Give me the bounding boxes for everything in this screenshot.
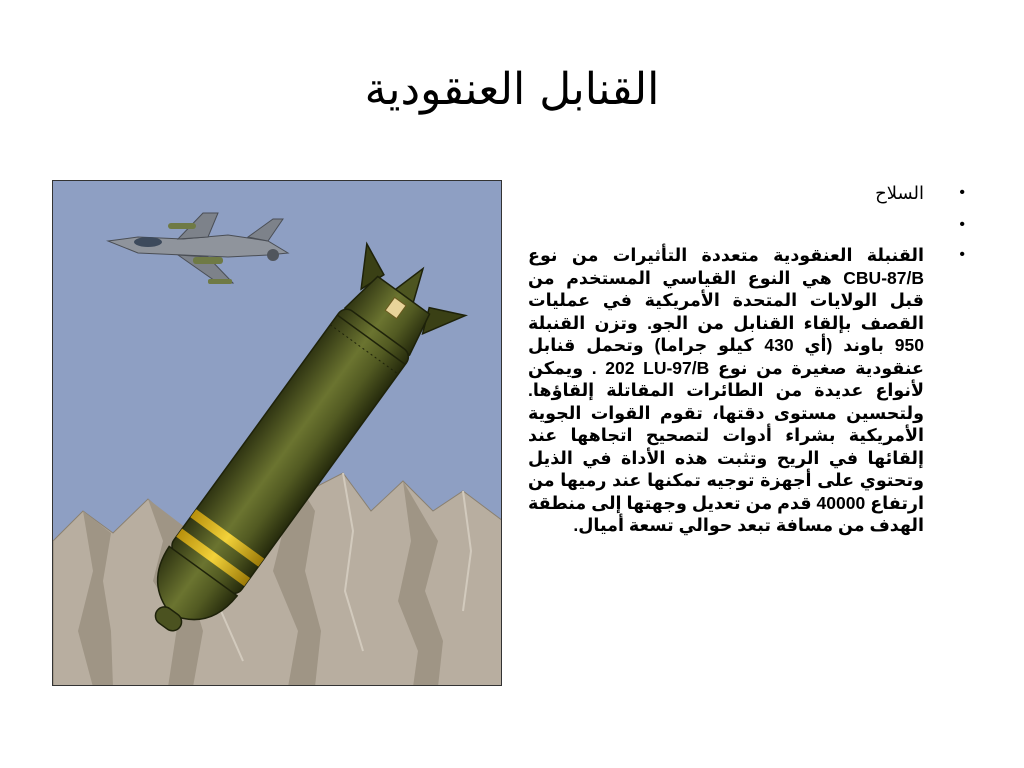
bomb-illustration-svg	[53, 181, 502, 686]
bullet-text	[875, 183, 924, 203]
latin-run: 950	[894, 335, 924, 355]
bullet-text	[528, 245, 924, 535]
text-run: قدم من تعديل وجهتها إلى منطقة الهدف من مسافة تبعد حوالي تسعة أميال.	[528, 492, 924, 535]
bullet-dot-icon: •	[959, 216, 965, 233]
bullet-dot-icon: •	[959, 246, 965, 263]
bullet-list	[528, 180, 965, 537]
latin-run: 40000	[816, 492, 866, 513]
bomb-illustration	[52, 180, 502, 686]
text-run: كيلو جراما) وتحمل قنابل عنقودية صغيرة من نوع	[528, 335, 924, 378]
bullet-item	[528, 244, 965, 537]
text-run: باوند (أي	[793, 335, 895, 355]
latin-run: 430	[764, 335, 794, 355]
latin-run: 202 LU-97/B	[605, 357, 710, 378]
latin-run: CBU-87/B	[843, 267, 924, 288]
text-run: . ويمكن لأنواع عديدة من الطائرات المقاتلة إلقاؤها. ولتحسين مستوى دقتها، تقوم القوات الجوية الأمريكية بشراء أدوات لتصحيح اتجاهها عند إلقائها في الريح وتثبت هذه الأداة في الذيل وتحتوي على أجهزة توجيه تمكنها عند رميها من ارتفاع	[528, 357, 924, 513]
bullet-item	[528, 214, 965, 238]
bullet-dot-icon: •	[959, 184, 965, 201]
text-run: القنبلة العنقودية متعددة التأثيرات من نوع	[528, 245, 924, 265]
text-run: السلاح	[875, 183, 924, 203]
text-run: هي النوع القياسي المستخدم من قبل الولايات المتحدة الأمريكية في عمليات القصف بإلقاء القنابل من الجو. وتزن القنبلة	[528, 267, 924, 333]
slide-title: القنابل العنقودية	[364, 64, 660, 115]
bullet-item	[528, 180, 965, 206]
